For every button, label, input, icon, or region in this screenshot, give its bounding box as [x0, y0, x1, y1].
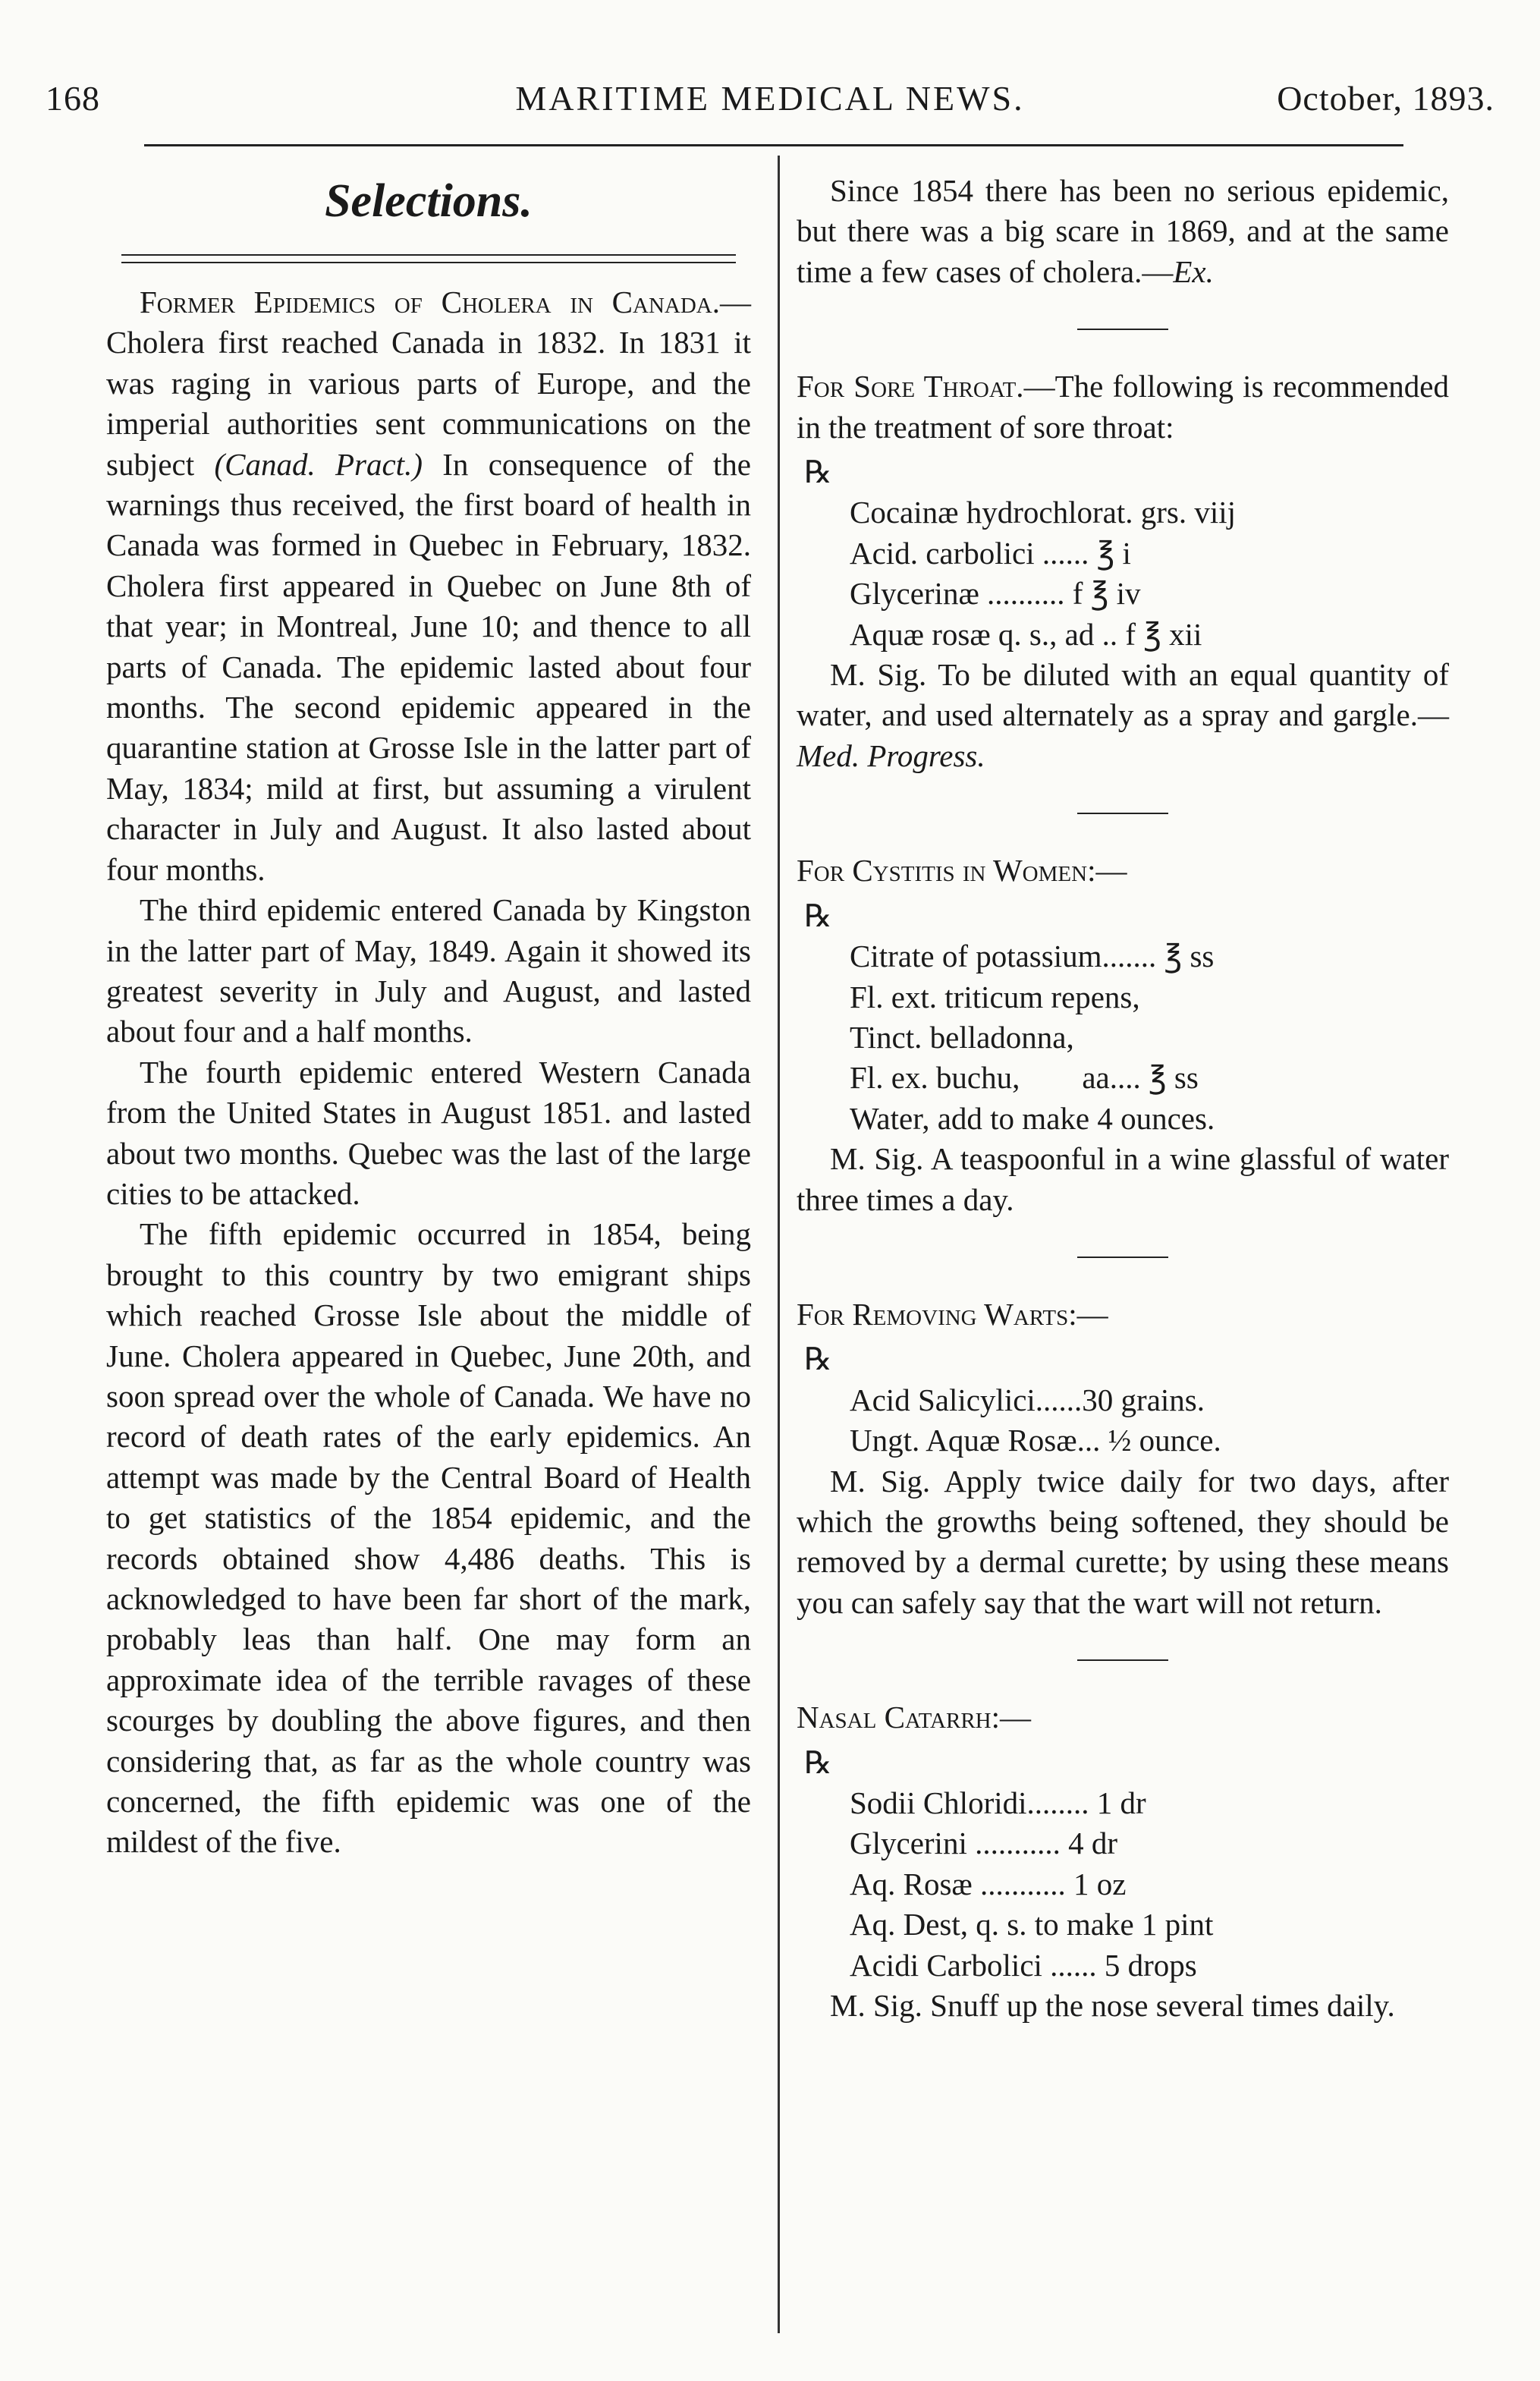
- prescription-line: Water, add to make 4 ounces.: [850, 1100, 1215, 1136]
- catarrh-sig: M. Sig. Snuff up the nose several times daily.: [830, 1988, 1395, 2024]
- separator-rule: [1077, 329, 1168, 330]
- cholera-text-1-cont: In consequence of the warnings thus received, the first board of health in Canada was formed in Quebec in February, 1832. Cholera first appeared in Quebec on June 8th of that year; in Montreal, June 10; and thence to all parts of Canada. The epidemic lasted about four months. The second epidemic appeared in the quarantine station at Grosse Isle in the latter part of May, 1834; mild at first, but assuming a virulent character in July and August. It also lasted about four months.: [106, 446, 752, 887]
- catarrh-heading: Nasal Catarrh:—: [797, 1700, 1032, 1735]
- since-source: Ex.: [1173, 253, 1214, 289]
- catarrh-prescription: [797, 1783, 1449, 1986]
- rx-symbol: ℞: [804, 454, 832, 490]
- sore-throat-prescription: [797, 492, 1449, 655]
- section-title: Selections.: [325, 175, 533, 227]
- separator-rule: [1077, 1659, 1168, 1661]
- warts-sig: M. Sig. Apply twice daily for two days, after which the growths being softened, they should be removed by a dermal curette; by using these means you can safely say that the wart will not return.: [797, 1463, 1449, 1620]
- separator-rule: [1077, 1257, 1168, 1258]
- cystitis-sig: M. Sig. A teaspoonful in a wine glassful of water three times a day.: [797, 1141, 1449, 1217]
- prescription-line: Tinct. belladonna,: [850, 1019, 1074, 1055]
- citation: (Canad. Pract.): [214, 446, 423, 482]
- warts-prescription: [797, 1380, 1449, 1461]
- rx-symbol: ℞: [804, 1744, 832, 1780]
- article-heading: Former Epidemics of Cholera in Canada.: [140, 285, 720, 319]
- separator-rule: [1077, 813, 1168, 814]
- rx-symbol: ℞: [804, 898, 832, 933]
- cystitis-prescription: [797, 936, 1449, 1139]
- prescription-line: Fl. ext. triticum repens,: [850, 979, 1140, 1014]
- sore-throat-intro: [797, 366, 1449, 448]
- prescription-line: Fl. ex. buchu, aa.... ℥ ss: [850, 1060, 1199, 1096]
- cystitis-heading: For Cystitis in Women:—: [797, 853, 1127, 889]
- title-double-rule: [121, 254, 736, 263]
- prescription-line: Cocainæ hydrochlorat. grs. viij: [850, 495, 1236, 530]
- prescription-line: Acidi Carbolici ...... 5 drops: [850, 1947, 1197, 1983]
- sig-source: Med. Progress.: [797, 738, 985, 773]
- prescription-line: Ungt. Aquæ Rosæ... ½ ounce.: [850, 1423, 1221, 1458]
- cholera-paragraph-1: [106, 282, 751, 890]
- warts-heading: For Removing Warts:—: [797, 1296, 1108, 1332]
- journal-title: MARITIME MEDICAL NEWS.: [515, 79, 1025, 118]
- header-rule: [144, 144, 1403, 146]
- prescription-line: Citrate of potassium....... ℥ ss: [850, 939, 1215, 974]
- prescription-line: Glycerini ........... 4 dr: [850, 1826, 1117, 1861]
- since-text: Since 1854 there has been no serious epidemic, but there was a big scare in 1869, and at the same time a few cases of cholera.—: [797, 173, 1449, 289]
- sore-throat-intro-text: —The following is recommended in the treatment of sore throat:: [797, 369, 1449, 445]
- prescription-line: Aq. Rosæ ........... 1 oz: [850, 1866, 1127, 1901]
- page-number: 168: [46, 79, 100, 118]
- prescription-line: Aq. Dest, q. s. to make 1 pint: [850, 1907, 1214, 1942]
- left-column: [106, 171, 751, 1863]
- prescription-line: Acid. carbolici ...... ℥ i: [850, 535, 1131, 571]
- sore-throat-sig: [797, 655, 1449, 776]
- since-1854-paragraph: [797, 171, 1449, 292]
- cholera-paragraph-2: The third epidemic entered Canada by Kingston in the latter part of May, 1849. Again it showed its greatest severity in July and August, and lasted about four and a half months.: [106, 892, 751, 1049]
- cholera-paragraph-3: The fourth epidemic entered Western Canada from the United States in August 1851. and lasted about two months. Quebec was the last of the large cities to be attacked.: [106, 1054, 751, 1211]
- prescription-line: Sodii Chloridi........ 1 dr: [850, 1785, 1146, 1820]
- prescription-line: Acid Salicylici......30 grains.: [850, 1382, 1205, 1417]
- prescription-line: Glycerinæ .......... f ℥ iv: [850, 576, 1141, 612]
- right-column: [797, 171, 1449, 2026]
- cholera-paragraph-4: The fifth epidemic occurred in 1854, being brought to this country by two emigrant ships which reached Grosse Isle about the middle of June. Cholera appeared in Quebec, June 20th, and soon spread over the whole of Canada. We have no record of death rates of the early epidemics. An attempt was made by the Central Board of Health to get statistics of the 1854 epidemic, and the records obtained show 4,486 deaths. This is acknowledged to have been far short of the mark, probably leas than half. One may form an approximate idea of the terrible ravages of these scourges by doubling the above figures, and then considering that, as far as the whole country was concerned, the fifth epidemic was one of the mildest of the five.: [106, 1216, 751, 1860]
- rx-symbol: ℞: [804, 1341, 832, 1377]
- running-header: [46, 72, 1494, 125]
- column-divider: [778, 156, 780, 2333]
- issue-date: October, 1893.: [1277, 79, 1494, 118]
- prescription-line: Aquæ rosæ q. s., ad .. f ℥ xii: [850, 616, 1202, 652]
- sig-text: M. Sig. To be diluted with an equal quantity of water, and used alternately as a spray and gargle.—: [797, 657, 1449, 733]
- sore-throat-heading: For Sore Throat.: [797, 369, 1024, 404]
- cholera-text-1: —Cholera first reached Canada in 1832. In 1831 it was raging in various parts of Europe, and the imperial authorities sent communications on the subject: [106, 285, 751, 482]
